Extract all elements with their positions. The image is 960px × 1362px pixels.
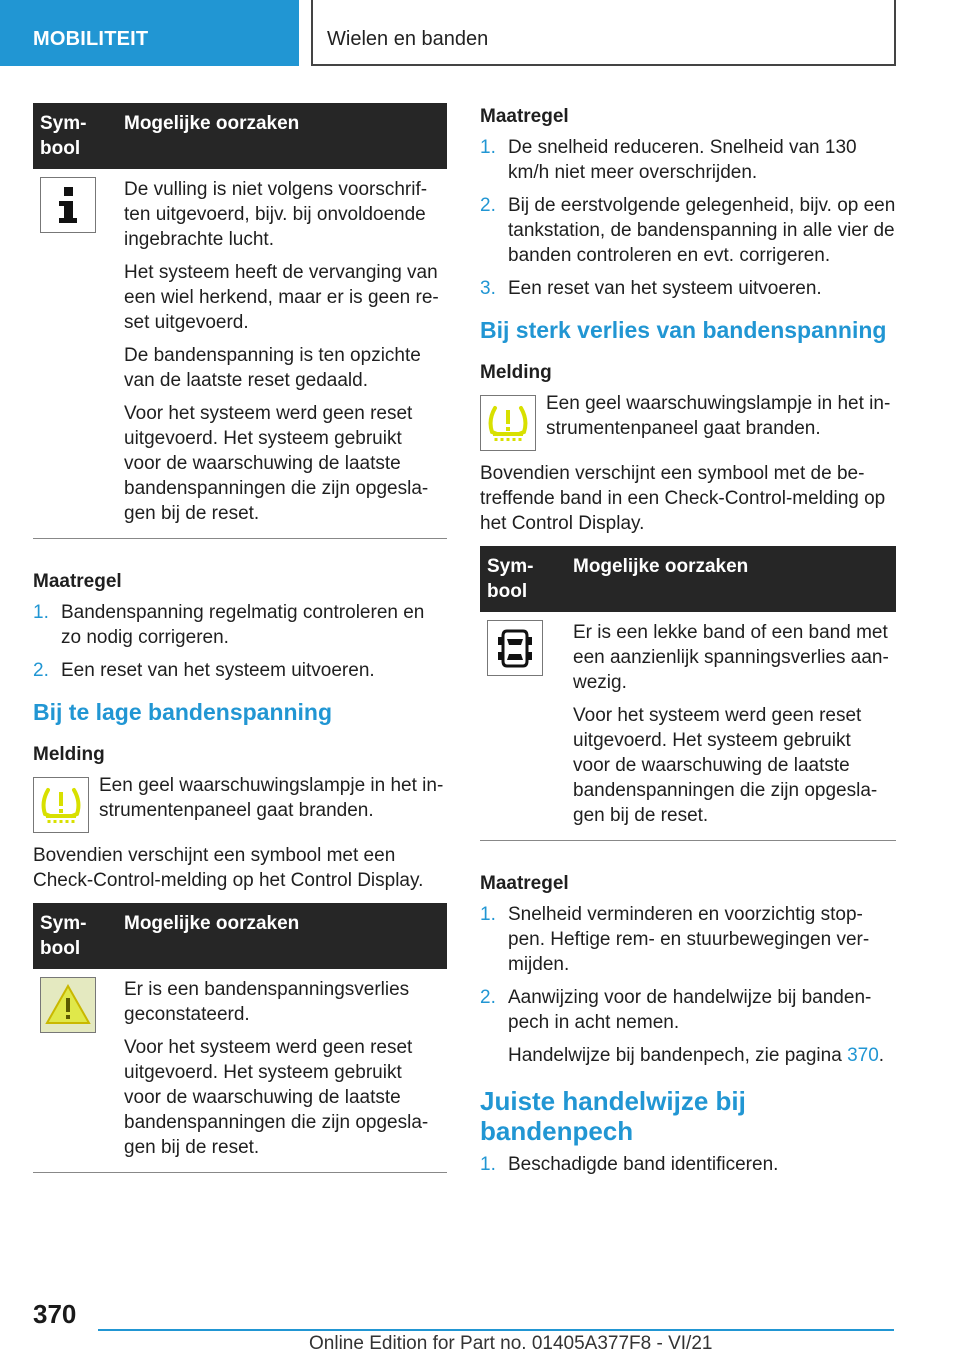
section-heading-correct-action: Juiste handelwijze bij bandenpech bbox=[480, 1086, 746, 1146]
cause-text: Het systeem heeft de vervanging van een wiel herkend, maar er is geen re-set uitgevoerd. bbox=[124, 262, 439, 333]
maatregel-steps bbox=[480, 902, 896, 1068]
symbol-table-info bbox=[33, 103, 447, 539]
symbol-table-car bbox=[480, 546, 896, 841]
correct-action-steps bbox=[480, 1152, 896, 1177]
section-heading-low-pressure: Bij te lage bandenspanning bbox=[33, 699, 333, 725]
col-symbol-header: Sym- bool bbox=[33, 903, 117, 969]
right-column bbox=[480, 104, 896, 1185]
melding-text: Een geel waarschuwingslampje in het in-strumentenpaneel gaat branden. bbox=[99, 775, 444, 821]
maatregel-heading: Maatregel bbox=[480, 873, 569, 894]
col-causes-header: Mogelijke oorzaken bbox=[566, 546, 896, 612]
step-item: 2. Bij de eerstvolgende gelegenheid, bijv. op een tankstation, de bandenspanning in alle vier de banden controleren en evt. corrigeren. bbox=[480, 195, 896, 266]
melding-text: Een geel waarschuwingslampje in het in-strumentenpaneel gaat branden. bbox=[546, 393, 891, 439]
step-sub-text: Handelwijze bij bandenpech, zie pagina 370. bbox=[508, 1045, 885, 1066]
body-text: Bovendien verschijnt een symbool met de be-treffende band in een Check-Control-melding op het Control Display. bbox=[480, 463, 886, 534]
maatregel-heading: Maatregel bbox=[480, 106, 569, 127]
symbol-table-warning bbox=[33, 903, 447, 1173]
col-symbol-header: Sym- bool bbox=[33, 103, 117, 169]
melding-row bbox=[33, 773, 447, 833]
causes-cell bbox=[566, 612, 896, 841]
cause-text: Voor het systeem werd geen reset uitgevoerd. Het systeem gebruikt voor de waarschuwing de laatste bandenspanningen die zijn opgesla-gen bij de reset. bbox=[573, 705, 878, 826]
page-number: 370 bbox=[33, 1299, 77, 1329]
info-icon bbox=[40, 177, 96, 233]
causes-cell bbox=[117, 169, 447, 539]
melding-heading: Melding bbox=[33, 744, 105, 765]
col-causes-header: Mogelijke oorzaken bbox=[117, 103, 447, 169]
tire-pressure-warning-icon bbox=[480, 395, 536, 451]
cause-text: De vulling is niet volgens voorschrif-ten uitgevoerd, bijv. bij onvoldoende ingebrachte lucht. bbox=[124, 179, 428, 250]
step-item: 1. Snelheid verminderen en voorzichtig stop-pen. Heftige rem- en stuurbewegingen ver-mijden. bbox=[480, 904, 870, 975]
edition-text: Online Edition for Part no. 01405A377F8 - VI/21 bbox=[309, 1333, 713, 1354]
footer-divider bbox=[98, 1329, 894, 1331]
maatregel-steps bbox=[480, 135, 896, 301]
section-tab: MOBILITEIT bbox=[0, 0, 299, 66]
maatregel-heading: Maatregel bbox=[33, 571, 122, 592]
symbol-cell bbox=[480, 612, 566, 841]
col-causes-header: Mogelijke oorzaken bbox=[117, 903, 447, 969]
melding-heading: Melding bbox=[480, 362, 552, 383]
step-item: 1. Bandenspanning regelmatig controleren en zo nodig corrigeren. bbox=[33, 602, 425, 648]
step-item: 2. Een reset van het systeem uitvoeren. bbox=[33, 660, 375, 681]
car-tire-icon bbox=[487, 620, 543, 676]
cause-text: De bandenspanning is ten opzichte van de laatste reset gedaald. bbox=[124, 345, 421, 391]
symbol-cell bbox=[33, 969, 117, 1173]
tire-pressure-warning-icon bbox=[33, 777, 89, 833]
causes-cell bbox=[117, 969, 447, 1173]
cause-text: Er is een lekke band of een band met een aanzienlijk spanningsverlies aan-wezig. bbox=[573, 622, 889, 693]
section-heading-severe-loss: Bij sterk verlies van bandenspanning bbox=[480, 317, 887, 343]
step-item: 2. Aanwijzing voor de handelwijze bij banden-pech in acht nemen. Handelwijze bij bandenpech, zie pagina 370. bbox=[480, 985, 896, 1068]
step-item: 1. De snelheid reduceren. Snelheid van 130 km/h niet meer overschrijden. bbox=[480, 137, 857, 183]
col-symbol-header: Sym- bool bbox=[480, 546, 566, 612]
melding-row bbox=[480, 391, 896, 451]
body-text: Bovendien verschijnt een symbool met een Check-Control-melding op het Control Display. bbox=[33, 845, 424, 891]
step-item: 3. Een reset van het systeem uitvoeren. bbox=[480, 278, 822, 299]
step-item: 1. Beschadigde band identificeren. bbox=[480, 1154, 779, 1175]
cause-text: Voor het systeem werd geen reset uitgevoerd. Het systeem gebruikt voor de waarschuwing de laatste bandenspanningen die zijn opgesla-gen bij de reset. bbox=[124, 403, 429, 524]
page-reference-link[interactable]: 370 bbox=[847, 1045, 879, 1066]
chapter-title: Wielen en banden bbox=[311, 0, 896, 66]
cause-text: Er is een bandenspanningsverlies geconstateerd. bbox=[124, 979, 410, 1025]
symbol-cell bbox=[33, 169, 117, 539]
cause-text: Voor het systeem werd geen reset uitgevoerd. Het systeem gebruikt voor de waarschuwing de laatste bandenspanningen die zijn opgesla-gen bij de reset. bbox=[124, 1037, 429, 1158]
left-column bbox=[33, 103, 447, 1181]
maatregel-steps bbox=[33, 600, 447, 683]
warning-triangle-icon bbox=[40, 977, 96, 1033]
